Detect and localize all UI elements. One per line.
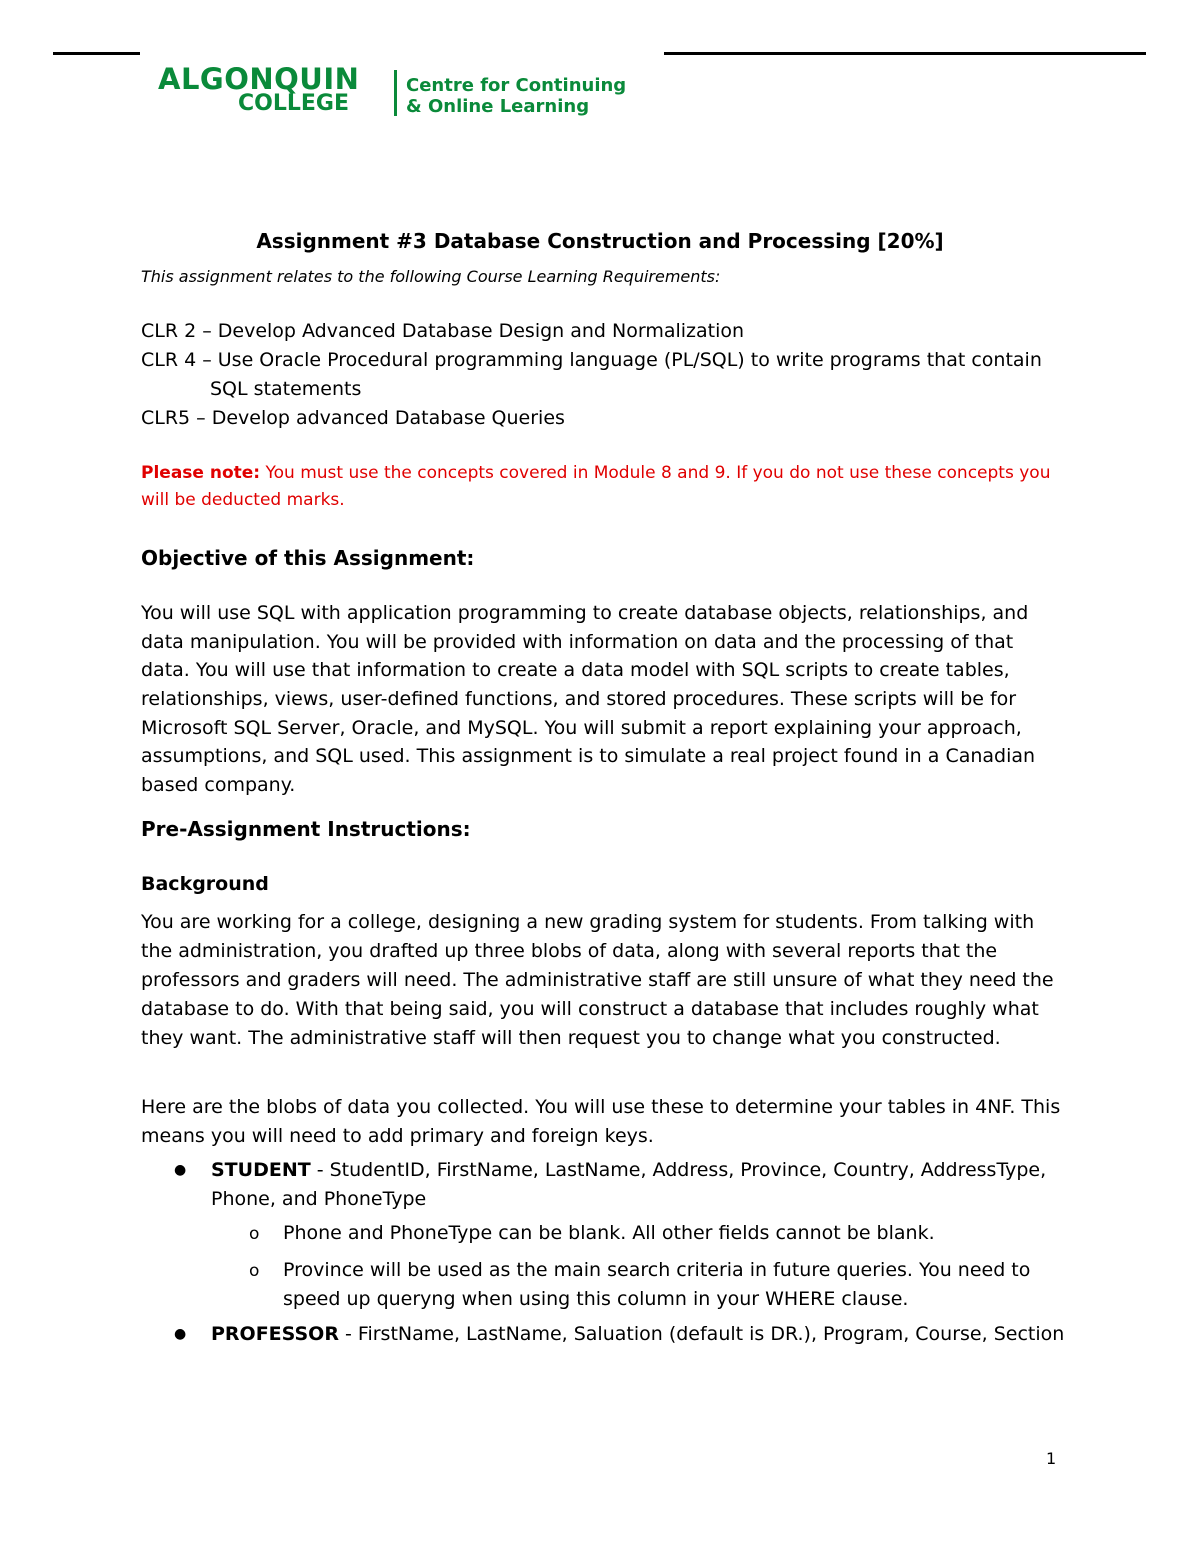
please-note-cont: will be deducted marks. — [141, 490, 345, 510]
objective-line: Microsoft SQL Server, Oracle, and MySQL. You will submit a report explaining your approach, — [141, 717, 1022, 739]
sub-bullet-icon: o — [249, 1224, 260, 1244]
student-rule-cont: speed up queryng when using this column in your WHERE clause. — [283, 1288, 909, 1310]
student-rule: Province will be used as the main search criteria in future queries. You need to — [283, 1259, 1031, 1281]
logo-text-online: & Online Learning — [406, 96, 590, 117]
objective-line: data manipulation. You will be provided with information on data and the processing of that — [141, 631, 1014, 653]
background-line: You are working for a college, designing a new grading system for students. From talking with — [141, 911, 1035, 933]
header-rule-right — [664, 52, 1146, 55]
clr-item-2: CLR 2 – Develop Advanced Database Design and Normalization — [141, 320, 745, 342]
student-label: STUDENT — [211, 1159, 311, 1181]
clr-item-4: CLR 4 – Use Oracle Procedural programming language (PL/SQL) to write programs that contain — [141, 349, 1042, 371]
student-fields-cont: Phone, and PhoneType — [211, 1188, 427, 1210]
background-heading: Background — [141, 873, 269, 895]
student-rule: Phone and PhoneType can be blank. All other fields cannot be blank. — [283, 1222, 935, 1244]
blobs-line: means you will need to add primary and foreign keys. — [141, 1125, 654, 1147]
student-fields: - StudentID, FirstName, LastName, Address, Province, Country, AddressType, — [310, 1159, 1047, 1181]
background-line: database to do. With that being said, you will construct a database that includes roughly what — [141, 998, 1039, 1020]
objective-heading: Objective of this Assignment: — [141, 546, 475, 570]
logo-text-algonquin: ALGONQUIN — [158, 62, 360, 96]
college-logo — [158, 64, 628, 120]
logo-separator — [394, 70, 397, 116]
background-line: they want. The administrative staff will then request you to change what you constructed. — [141, 1027, 1001, 1049]
objective-line: You will use SQL with application programming to create database objects, relationships, and — [141, 602, 1029, 624]
sub-bullet-icon: o — [249, 1261, 260, 1281]
header-rule-left — [53, 52, 140, 55]
bullet-icon: ● — [174, 1162, 187, 1178]
objective-line: assumptions, and SQL used. This assignment is to simulate a real project found in a Canadian — [141, 745, 1036, 767]
please-note-text: You must use the concepts covered in Module 8 and 9. If you do not use these concepts you — [260, 463, 1051, 483]
logo-text-centre: Centre for Continuing — [406, 75, 627, 96]
bullet-icon: ● — [174, 1326, 187, 1342]
clr-item-4-cont: SQL statements — [210, 378, 362, 400]
professor-blob — [211, 1321, 1064, 1347]
background-line: the administration, you drafted up three blobs of data, along with several reports that the — [141, 940, 998, 962]
document-title: Assignment #3 Database Construction and Processing [20%] — [256, 229, 944, 253]
objective-line: data. You will use that information to create a data model with SQL scripts to create tables, — [141, 659, 1010, 681]
please-note-label: Please note: — [141, 463, 261, 483]
objective-line: relationships, views, user-defined functions, and stored procedures. These scripts will be for — [141, 688, 1017, 710]
please-note — [141, 461, 1050, 485]
student-blob — [211, 1157, 1046, 1183]
clr-item-5: CLR5 – Develop advanced Database Queries — [141, 407, 565, 429]
clr-intro: This assignment relates to the following Course Learning Requirements: — [141, 267, 721, 286]
professor-fields: - FirstName, LastName, Saluation (default is DR.), Program, Course, Section — [338, 1323, 1065, 1345]
blobs-line: Here are the blobs of data you collected. You will use these to determine your tables in 4NF. This — [141, 1096, 1061, 1118]
logo-text-college: COLLEGE — [238, 91, 349, 116]
professor-label: PROFESSOR — [211, 1323, 339, 1345]
objective-line: based company. — [141, 774, 296, 796]
background-line: professors and graders will need. The administrative staff are still unsure of what they need the — [141, 969, 1054, 991]
pre-assignment-heading: Pre-Assignment Instructions: — [141, 817, 471, 841]
page-number: 1 — [1046, 1449, 1057, 1468]
